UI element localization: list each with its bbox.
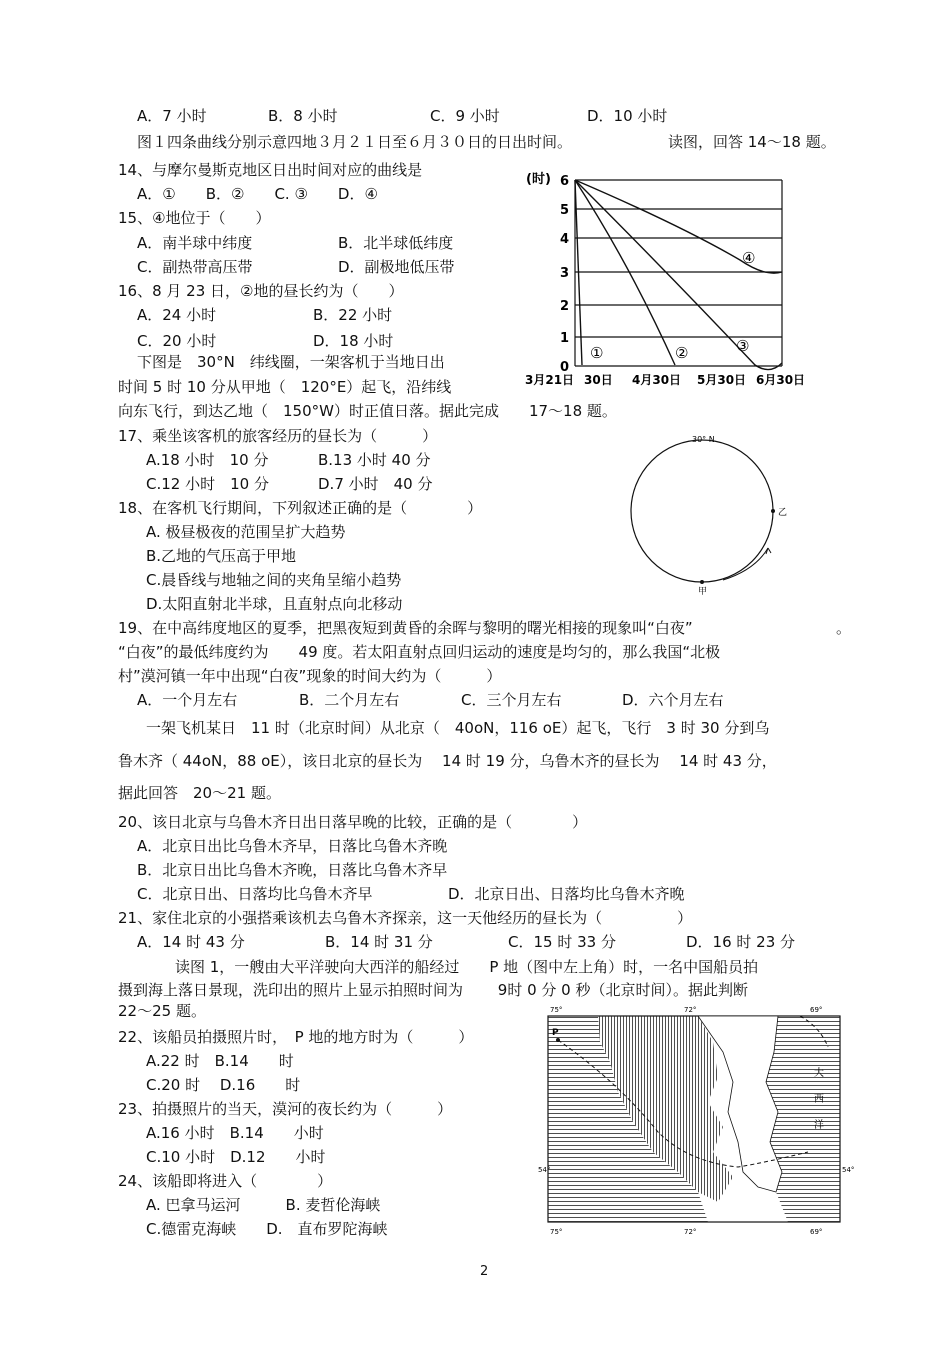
sunrise-graph [520, 165, 820, 395]
map-top-label: 75° [550, 1006, 563, 1014]
q19-option-b: B．二个月左右 [299, 691, 400, 709]
point-p [556, 1038, 560, 1042]
q15-option-a: A．南半球中纬度 [137, 234, 253, 252]
q19-option-a: A．一个月左右 [137, 691, 238, 709]
map-lat-label-right: 54° [842, 1166, 855, 1174]
intro4-line3: 22～25 题。 [118, 1002, 206, 1020]
q24-options-2: C.德雷克海峡 D. 直布罗陀海峡 [146, 1220, 388, 1238]
intro2-line3: 向东飞行，到达乙地（ 150°W）时正值日落。据此完成 17～18 题。 [118, 402, 617, 420]
flight-arrowhead [766, 548, 771, 554]
q17-option-a: A.18 小时 10 分 [146, 451, 269, 469]
q17-option-b: B.13 小时 40 分 [318, 451, 431, 469]
graph-y-label: (时) [526, 172, 551, 187]
map-bottom-label: 75° [550, 1228, 563, 1236]
q13-option-c: C．9 小时 [430, 107, 500, 125]
ocean-label-1: 大 [814, 1068, 824, 1079]
atlantic-ocean [766, 1016, 840, 1222]
q22-stem: 22、该船员拍摄照片时， P 地的地方时为（ ） [118, 1028, 474, 1046]
strait-map [538, 1002, 855, 1242]
map-lat-label-left: 54° [538, 1166, 551, 1174]
q18-stem: 18、在客机飞行期间，下列叙述正确的是（ ） [118, 499, 483, 517]
q17-option-c: C.12 小时 10 分 [146, 475, 269, 493]
q19-line2: “白夜”的最低纬度约为 49 度。若太阳直射点回归运动的速度是均匀的，那么我国“北极 [118, 643, 721, 661]
map-bottom-label: 72° [684, 1228, 697, 1236]
graph-y-tick: 2 [560, 299, 570, 314]
map-bottom-label: 69° [810, 1228, 823, 1236]
ocean-label-2: 西 [814, 1094, 824, 1105]
q24-stem: 24、该船即将进入（ ） [118, 1172, 333, 1190]
q22-options-1: A.22 时 B.14 时 [146, 1052, 294, 1070]
intro3-line2: 鲁木齐（ 44oN，88 oE），该日北京的昼长为 14 时 19 分，乌鲁木齐的昼长为 14 时 43 分， [118, 752, 777, 770]
q22-options-2: C.20 时 D.16 时 [146, 1076, 301, 1094]
intro3-line1: 一架飞机某日 11 时（北京时间）从北京（ 40oN，116 oE）起飞，飞行 3 时 30 分到乌 [146, 719, 770, 737]
q18-option-b: B.乙地的气压高于甲地 [146, 547, 297, 565]
q21-option-a: A．14 时 43 分 [137, 933, 245, 951]
point-jia-label: 甲 [698, 587, 708, 597]
intro2-line1: 下图是 30°N 纬线圈，一架客机于当地日出 [137, 353, 445, 371]
q21-stem: 21、家住北京的小强搭乘该机去乌鲁木齐探亲，这一天他经历的昼长为（ ） [118, 909, 693, 927]
map-top-label: 72° [684, 1006, 697, 1014]
graph-y-tick: 4 [560, 232, 570, 247]
q14-options: A．① B．② C. ③ D．④ [137, 185, 378, 203]
graph-y-tick: 1 [560, 331, 570, 346]
ocean-label-3: 洋 [814, 1120, 824, 1131]
q21-option-d: D．16 时 23 分 [686, 933, 796, 951]
page-number: 2 [480, 1264, 489, 1279]
q15-option-c: C．副热带高压带 [137, 258, 253, 276]
point-p-label: P [552, 1028, 559, 1038]
q21-option-b: B．14 时 31 分 [325, 933, 433, 951]
intro1-tail: 读图，回答 14～18 题。 [668, 133, 836, 151]
graph-x-tick: 30日 [584, 373, 613, 387]
latitude-circle-diagram [620, 430, 800, 600]
graph-x-tick: 5月30日 [697, 373, 747, 387]
q18-option-c: C.晨昏线与地轴之间的夹角呈缩小趋势 [146, 571, 402, 589]
point-yi [771, 509, 775, 513]
graph-y-tick: 5 [560, 203, 570, 218]
intro4-line2: 摄到海上落日景现，洗印出的照片上显示拍照时间为 9时 0 分 0 秒（北京时间）。据此判断 [118, 981, 748, 999]
q15-option-b: B．北半球低纬度 [338, 234, 454, 252]
q16-option-c: C．20 小时 [137, 332, 217, 350]
q14-stem: 14、与摩尔曼斯克地区日出时间对应的曲线是 [118, 161, 423, 179]
graph-x-tick: 4月30日 [632, 373, 682, 387]
q13-option-d: D．10 小时 [587, 107, 668, 125]
q17-option-d: D.7 小时 40 分 [318, 475, 433, 493]
graph-y-tick: 3 [560, 266, 570, 281]
curve-1-label: ① [590, 344, 604, 362]
q23-options-1: A.16 小时 B.14 小时 [146, 1124, 324, 1142]
q19-line3: 村”漠河镇一年中出现“白夜”现象的时间大约为（ ） [118, 667, 502, 685]
q24-options-1: A. 巴拿马运河 B. 麦哲伦海峡 [146, 1196, 381, 1214]
graph-y-tick: 0 [560, 360, 570, 375]
curve-3-label: ③ [736, 337, 750, 355]
q19-option-d: D．六个月左右 [622, 691, 724, 709]
circle-label: 30° N [692, 435, 715, 444]
q20-option-d: D．北京日出、日落均比乌鲁木齐晚 [448, 885, 685, 903]
q20-stem: 20、该日北京与乌鲁木齐日出日落早晚的比较，正确的是（ ） [118, 813, 588, 831]
q20-option-c: C．北京日出、日落均比乌鲁木齐早 [137, 885, 373, 903]
q23-stem: 23、拍摄照片的当天，漠河的夜长约为（ ） [118, 1100, 453, 1118]
q20-option-a: A．北京日出比乌鲁木齐早，日落比乌鲁木齐晚 [137, 837, 448, 855]
latitude-circle [631, 440, 773, 582]
curve-2-label: ② [675, 344, 689, 362]
graph-x-tick: 3月21日 [525, 373, 575, 387]
intro3-line3: 据此回答 20～21 题。 [118, 784, 281, 802]
q19-option-c: C．三个月左右 [461, 691, 562, 709]
graph-grid [575, 180, 782, 366]
q23-options-2: C.10 小时 D.12 小时 [146, 1148, 326, 1166]
curve-4-label: ④ [742, 249, 756, 267]
q13-option-b: B．8 小时 [268, 107, 338, 125]
q18-option-d: D.太阳直射北半球，且直射点向北移动 [146, 595, 403, 613]
q16-stem: 16、8 月 23 日，②地的昼长约为（ ） [118, 282, 404, 300]
q20-option-b: B．北京日出比乌鲁木齐晚，日落比乌鲁木齐早 [137, 861, 448, 879]
flight-arrow [723, 548, 768, 580]
graph-y-tick: 6 [560, 174, 570, 189]
intro1-text: 图１四条曲线分别示意四地３月２１日至６月３０日的日出时间。 [137, 133, 573, 151]
q15-option-d: D．副极地低压带 [338, 258, 455, 276]
q19-line1-end: 。 [836, 619, 852, 637]
q13-option-a: A．7 小时 [137, 107, 207, 125]
graph-x-tick: 6月30日 [756, 373, 806, 387]
q17-stem: 17、乘坐该客机的旅客经历的昼长为（ ） [118, 427, 438, 445]
map-top-label: 69° [810, 1006, 823, 1014]
point-jia [700, 580, 704, 584]
q18-option-a: A. 极昼极夜的范围呈扩大趋势 [146, 523, 346, 541]
intro2-line2: 时间 5 时 10 分从甲地（ 120°E）起飞，沿纬线 [118, 378, 452, 396]
q16-option-d: D．18 小时 [313, 332, 394, 350]
q21-option-c: C．15 时 33 分 [508, 933, 616, 951]
point-yi-label: 乙 [778, 508, 788, 518]
intro4-line1: 读图 1，一艘由大平洋驶向大西洋的船经过 P 地（图中左上角）时，一名中国船员拍 [175, 958, 759, 976]
q16-option-a: A．24 小时 [137, 306, 217, 324]
q19-line1: 19、在中高纬度地区的夏季，把黑夜短到黄昏的余晖与黎明的曙光相接的现象叫“白夜” [118, 619, 693, 637]
q15-stem: 15、④地位于（ ） [118, 209, 271, 227]
q16-option-b: B．22 小时 [313, 306, 393, 324]
